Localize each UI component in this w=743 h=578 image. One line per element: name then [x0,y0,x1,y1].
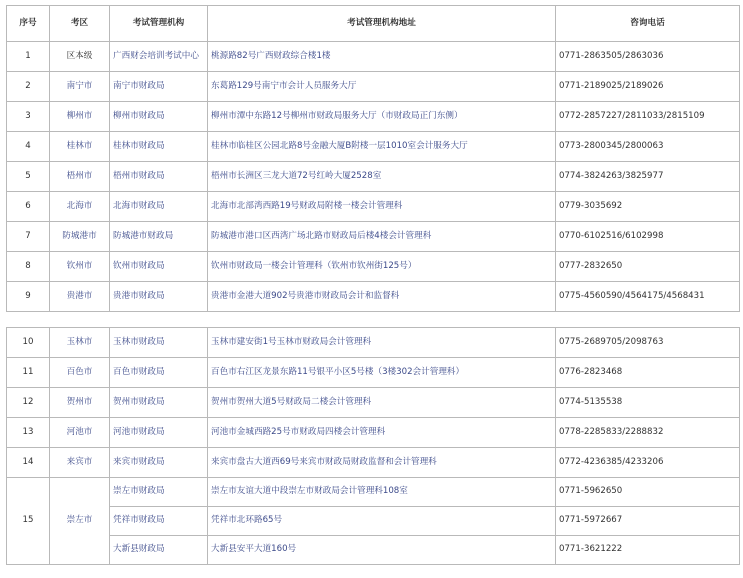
cell-area: 梧州市 [50,162,110,192]
table-row [7,162,740,192]
cell-area: 北海市 [50,192,110,222]
cell-address: 来宾市盘古大道西69号来宾市财政局财政监督和会计管理科 [208,448,556,478]
cell-address: 柳州市潭中东路12号柳州市财政局服务大厅（市财政局正门东侧） [208,102,556,132]
cell-area: 来宾市 [50,448,110,478]
cell-org: 贺州市财政局 [110,388,208,418]
table-row [7,192,740,222]
cell-seq: 13 [7,418,50,448]
cell-seq: 5 [7,162,50,192]
cell-seq: 10 [7,328,50,358]
cell-area: 防城港市 [50,222,110,252]
cell-phone: 0775-2689705/2098763 [556,328,740,358]
table-row [7,42,740,72]
cell-seq: 8 [7,252,50,282]
cell-seq: 2 [7,72,50,102]
cell-area: 玉林市 [50,328,110,358]
cell-address: 贵港市金港大道902号贵港市财政局会计和监督科 [208,282,556,312]
cell-org: 钦州市财政局 [110,252,208,282]
cell-phone: 0777-2832650 [556,252,740,282]
cell-phone: 0778-2285833/2288832 [556,418,740,448]
table-row [7,388,740,418]
cell-seq: 11 [7,358,50,388]
cell-address: 梧州市长洲区三龙大道72号红岭大厦2528室 [208,162,556,192]
header-phone: 咨询电话 [556,6,740,42]
cell-seq: 1 [7,42,50,72]
cell-org: 来宾市财政局 [110,448,208,478]
table-row [7,132,740,162]
cell-address: 钦州市财政局一楼会计管理科（钦州市钦州街125号） [208,252,556,282]
cell-area: 百色市 [50,358,110,388]
cell-area: 区本级 [50,42,110,72]
cell-seq: 6 [7,192,50,222]
cell-area: 贵港市 [50,282,110,312]
cell-seq: 15 [7,478,50,565]
cell-seq: 9 [7,282,50,312]
cell-org: 凭祥市财政局 [110,507,208,536]
table-header-row [7,6,740,42]
cell-phone: 0771-2863505/2863036 [556,42,740,72]
header-seq: 序号 [7,6,50,42]
cell-address: 北海市北部湾西路19号财政局附楼一楼会计管理科 [208,192,556,222]
cell-phone: 0771-2189025/2189026 [556,72,740,102]
cell-phone: 0774-5135538 [556,388,740,418]
cell-seq: 7 [7,222,50,252]
table-row [7,252,740,282]
cell-org: 北海市财政局 [110,192,208,222]
cell-phone: 0779-3035692 [556,192,740,222]
cell-org: 百色市财政局 [110,358,208,388]
cell-area: 钦州市 [50,252,110,282]
cell-org: 贵港市财政局 [110,282,208,312]
cell-address: 防城港市港口区西湾广场北路市财政局后楼4楼会计管理科 [208,222,556,252]
cell-address: 大新县安平大道160号 [208,536,556,565]
cell-address: 凭祥市北环路65号 [208,507,556,536]
cell-org: 防城港市财政局 [110,222,208,252]
cell-org: 河池市财政局 [110,418,208,448]
table-row [7,536,740,565]
cell-phone: 0772-4236385/4233206 [556,448,740,478]
cell-address: 桃源路82号广西财政综合楼1楼 [208,42,556,72]
cell-seq: 12 [7,388,50,418]
cell-address: 百色市右江区龙景东路11号银平小区5号楼（3楼302会计管理科） [208,358,556,388]
cell-address: 河池市金城西路25号市财政局四楼会计管理科 [208,418,556,448]
table-row [7,282,740,312]
cell-area: 柳州市 [50,102,110,132]
cell-phone: 0773-2800345/2800063 [556,132,740,162]
cell-address: 玉林市建安街1号玉林市财政局会计管理科 [208,328,556,358]
cell-address: 崇左市友谊大道中段崇左市财政局会计管理科108室 [208,478,556,507]
cell-org: 广西财会培训考试中心 [110,42,208,72]
cell-area: 河池市 [50,418,110,448]
cell-area: 桂林市 [50,132,110,162]
cell-seq: 14 [7,448,50,478]
table-row [7,478,740,507]
cell-phone: 0776-2823468 [556,358,740,388]
cell-phone: 0771-5962650 [556,478,740,507]
header-area: 考区 [50,6,110,42]
cell-address: 东葛路129号南宁市会计人员服务大厅 [208,72,556,102]
table-row [7,418,740,448]
cell-address: 贺州市贺州大道5号财政局二楼会计管理科 [208,388,556,418]
cell-org: 柳州市财政局 [110,102,208,132]
cell-area: 南宁市 [50,72,110,102]
table-row [7,222,740,252]
cell-phone: 0772-2857227/2811033/2815109 [556,102,740,132]
cell-address: 桂林市临桂区公园北路8号金融大厦B附楼一层1010室会计服务大厅 [208,132,556,162]
table-row [7,328,740,358]
cell-org: 玉林市财政局 [110,328,208,358]
table-row [7,507,740,536]
table-row [7,72,740,102]
cell-seq: 3 [7,102,50,132]
header-address: 考试管理机构地址 [208,6,556,42]
cell-phone: 0775-4560590/4564175/4568431 [556,282,740,312]
cell-org: 梧州市财政局 [110,162,208,192]
table-row [7,448,740,478]
cell-org: 南宁市财政局 [110,72,208,102]
cell-org: 崇左市财政局 [110,478,208,507]
table-row [7,358,740,388]
table-row [7,102,740,132]
cell-area: 崇左市 [50,478,110,565]
cell-seq: 4 [7,132,50,162]
cell-area: 贺州市 [50,388,110,418]
offices-table-top [6,5,740,312]
header-org: 考试管理机构 [110,6,208,42]
cell-org: 桂林市财政局 [110,132,208,162]
cell-phone: 0771-5972667 [556,507,740,536]
cell-org: 大新县财政局 [110,536,208,565]
offices-table-bottom [6,327,740,565]
cell-phone: 0770-6102516/6102998 [556,222,740,252]
cell-phone: 0774-3824263/3825977 [556,162,740,192]
cell-phone: 0771-3621222 [556,536,740,565]
